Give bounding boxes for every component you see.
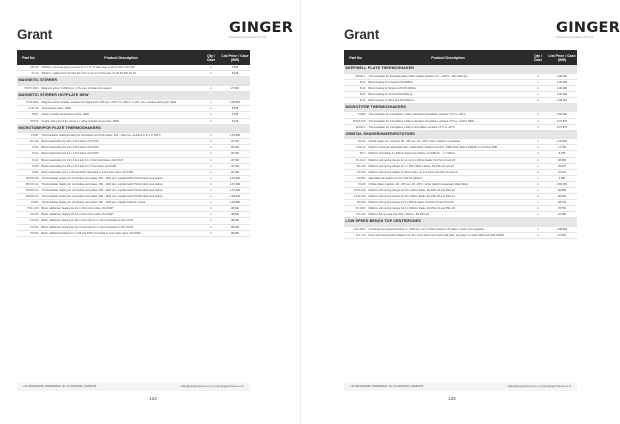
price-cell: 1,97,490 — [220, 181, 250, 187]
section-header-row — [17, 77, 250, 86]
description-cell: Block heat/cooling for 96 x 0.2ml and 12 x 1.5ml tubes, fits PCMT — [40, 163, 202, 169]
part-number-cell: SC24 — [17, 145, 40, 151]
part-number-cell: PN-220 — [344, 163, 367, 169]
description-cell: Temperature probe. NEW — [40, 106, 202, 112]
price-cell: 1,06,660 — [220, 100, 250, 106]
description-cell: Double clamp & rod kit, clamp 1 x stirrer hotplate temp probe. NEW — [40, 118, 202, 124]
description-cell: Platform with spring clamps for 6 x 1000mL flasks, fits PSU-10 and PSU-20 — [367, 206, 529, 212]
qty-cell: 1 — [202, 151, 220, 157]
part-number-cell: PSC96 — [17, 230, 40, 236]
qty-cell: 1 — [202, 100, 220, 106]
qty-cell: 1 — [202, 200, 220, 206]
description-cell: Adjustable bar attachment for PSP-12 platform — [367, 175, 529, 181]
qty-cell: 1 — [202, 65, 220, 71]
description-cell: Platform with spring clamps for up to 10 x 100mL flasks, fits PSU-10 and 20 — [367, 157, 529, 163]
price-cell: 60,950 — [547, 188, 577, 194]
part-number-cell: PS-A20 — [344, 212, 367, 218]
price-cell: 30,760 — [220, 145, 250, 151]
price-cell: 78,760 — [547, 206, 577, 212]
header-price: List Price / Case (INR) — [547, 50, 577, 65]
description-cell: Orbital shaker medium, 30 - 250 rpm, 20 - 60°C. Order platform separately (Max 10kg) — [367, 181, 529, 187]
description-cell: Block heating for 5x4 fold PW-2000 uL — [367, 91, 529, 97]
qty-cell: 1 — [529, 139, 547, 145]
description-cell: Thermoshaker heating for microtubes and plates, 250 - 1400 rpm, supplied without a block — [40, 200, 202, 206]
price-cell: 30,760 — [220, 163, 250, 169]
description-cell: Magnetic stirrer. 0-3000 rpm, to 5L max, includes stir magnet — [40, 85, 202, 91]
qty-cell: 1 — [202, 206, 220, 212]
qty-cell: 1 — [529, 145, 547, 151]
price-cell: 1,00,181 — [547, 79, 577, 85]
price-cell: 2,31,830 — [547, 139, 577, 145]
part-number-cell: PCM-2000 — [17, 100, 40, 106]
price-cell: 1,00,361 — [547, 97, 577, 103]
description-cell: Platform with spring holders for 50ml tubes, up to 8 rows. Fits PSU-10 and 20 — [367, 169, 529, 175]
part-number-cell: RS-24 — [344, 139, 367, 145]
part-number-cell: SC-196 — [17, 139, 40, 145]
section-header-row — [344, 103, 577, 112]
price-table — [344, 50, 577, 239]
qty-cell: 1 — [202, 218, 220, 224]
price-cell: 38,640 — [220, 224, 250, 230]
description-cell: Block heat/cooling for 24 x 0.2ml and 12 x 1.5ml microtubes, fits PCMT — [40, 157, 202, 163]
part-number-cell: B-20 — [344, 85, 367, 91]
description-cell: Platform: universal spring mounts for 4 x 12 ml tube snap to 10mm disc. Fits G60 — [40, 65, 202, 71]
part-number-cell: B-25 — [344, 91, 367, 97]
part-number-cell: PHMP-4 — [344, 73, 367, 79]
description-cell: Clamp & holder temperature probe. NEW — [40, 112, 202, 118]
qty-cell: 1 — [202, 145, 220, 151]
description-cell: Thermoshaker heating for microtubes and plates, 250 - 1400 rpm, supplied with PSC96 block (see below) — [40, 194, 202, 200]
part-number-cell: PP-1000 — [344, 206, 367, 212]
qty-cell: 1 — [529, 79, 547, 85]
footer-email: sales@gingerscience.co.in | www.gingerscience.co.in — [507, 385, 571, 388]
part-number-cell: SC24 — [17, 157, 40, 163]
description-cell: Block, additional, heating for 20 x 0.2ml and 12 x 1.5ml microtubes or 96 x PCR — [40, 224, 202, 230]
price-cell: 1,99,230 — [220, 194, 250, 200]
price-cell: 38,640 — [220, 212, 250, 218]
brand-title: Grant — [344, 27, 380, 42]
qty-cell: 1 — [529, 118, 547, 124]
description-cell: Platform flat non-slip mat, 500 x 400mm, fits PSU-20 — [367, 212, 529, 218]
qty-cell: 1 — [529, 233, 547, 239]
section-title: ORBITAL SHAKER/MIXER/ROTATORS — [344, 130, 577, 139]
part-number-cell: SPK1 — [17, 112, 40, 118]
qty-cell: 1 — [529, 73, 547, 79]
header-part-no: Part No — [344, 50, 367, 65]
price-cell: 1,66,950 — [220, 200, 250, 206]
price-cell: 82,600 — [547, 194, 577, 200]
price-cell: 1,54,980 — [220, 133, 250, 139]
description-cell: Block heating for 4 square PW-2000uL — [367, 79, 529, 85]
part-number-cell: PHMP-100 — [344, 118, 367, 124]
description-cell: Thermoshaker for microplates, holds 2 standard microplates, ambient +5°C to +60°C — [367, 112, 529, 118]
part-number-cell: PPR 5 0000 — [17, 85, 40, 91]
part-number-cell: PSC-24N — [17, 206, 40, 212]
price-cell: 22,780 — [547, 212, 577, 218]
page-number: 125 — [448, 396, 456, 401]
price-cell: 4,560 — [220, 65, 250, 71]
qty-cell: 1 — [529, 200, 547, 206]
description-cell: Thermoshaker heating for microtubes and plates, 250 - 1400 rpm, supplied with PSC24 block (see below) — [40, 188, 202, 194]
section-title: MICROTITRE THERMOSHAKERS — [344, 103, 577, 112]
description-cell: Block heat/cooling for 12 x 1.5ml tubes, fits PCMT — [40, 151, 202, 157]
qty-cell: 1 — [529, 151, 547, 157]
part-number-cell: PMCP2-12 — [17, 181, 40, 187]
catalog-page-right — [300, 0, 620, 424]
contact-footer — [17, 383, 250, 391]
price-cell: 1,97,490 — [220, 188, 250, 194]
price-cell: 8,559 — [220, 106, 250, 112]
price-cell: 17,760 — [547, 145, 577, 151]
price-table — [17, 50, 250, 237]
part-number-cell: PS-B-20S — [344, 188, 367, 194]
part-number-cell: PS-B-20S — [344, 194, 367, 200]
qty-cell: 1 — [202, 157, 220, 163]
table-header-row — [17, 50, 250, 65]
part-number-cell: PCMT — [17, 133, 40, 139]
part-number-cell: AP-500 — [344, 175, 367, 181]
description-cell: Platform with spring clamps for 20 x 125mL flasks, fits PSU-20 and PSU-10 — [367, 188, 529, 194]
description-cell: Thermoshaker for deepwell plates holds 4 plates ambient +5° - +100°C, 250-1400 rpm — [367, 73, 529, 79]
table-row — [17, 230, 250, 236]
description-cell: Magnetic stirrer hotplate. Includes stir digital 100-1,200 rpm, +50°C to +300°C. to 20L max, includes stirring bar. NEW — [40, 100, 202, 106]
brand-title: Grant — [17, 27, 53, 42]
part-number-cell: PMCP2-24 — [17, 188, 40, 194]
price-cell: 38,400 — [220, 230, 250, 236]
part-number-cell: R-1 I-15 — [344, 233, 367, 239]
part-number-cell: PMCP2-96 — [17, 194, 40, 200]
price-cell: 5,020 — [220, 71, 250, 77]
qty-cell: 1 — [529, 194, 547, 200]
qty-cell: 1 — [529, 85, 547, 91]
qty-cell: 1 — [529, 226, 547, 232]
part-number-cell: SC12 — [17, 151, 40, 157]
part-number-cell: SC96 — [17, 169, 40, 175]
qty-cell: 1 — [202, 224, 220, 230]
part-number-cell: PMCP2-96 — [17, 175, 40, 181]
price-cell: 2,98,862 — [547, 226, 577, 232]
price-cell: 1,00,260 — [547, 85, 577, 91]
qty-cell: 1 — [529, 124, 547, 130]
table-header-row — [344, 50, 577, 65]
description-cell: Platform with spring clamps for 2 x 250 / 500mL flasks, fits PSU-20 and 20 — [367, 163, 529, 169]
part-number-cell: PP-4 — [344, 151, 367, 157]
part-number-cell: PCM-SP — [17, 106, 40, 112]
header-qty: Qty / Case — [529, 50, 547, 65]
section-title: MICROTUBE/PCR PLATE THERMOSHAKERS — [17, 124, 250, 133]
catalog-page-left — [0, 0, 300, 424]
part-number-cell: PS-50 — [344, 181, 367, 187]
part-number-cell: PHMT — [17, 200, 40, 206]
table-row — [344, 233, 577, 239]
description-cell: Block heat/cooling for 1 x 96 well PCR microplate or 0.2ml tube strips, fits PCMT — [40, 169, 202, 175]
section-header-row — [344, 218, 577, 227]
price-cell: 30,760 — [220, 169, 250, 175]
ginger-logo — [229, 20, 294, 39]
qty-cell: 1 — [529, 169, 547, 175]
qty-cell: 1 — [529, 91, 547, 97]
footer-email: sales@gingerscience.co.in | www.gingerscience.co.in — [180, 385, 244, 388]
part-number-cell: PSC24 — [17, 212, 40, 218]
qty-cell: 1 — [529, 181, 547, 187]
description-cell: Block heating for flippers 4x5 PW-1000uL — [367, 85, 529, 91]
description-cell: Block, additional heating for 1 x 96 well PCR microplate or 0.2ml tube strips, fits PHMT — [40, 230, 202, 236]
description-cell: Block, additional, heating for 18 x 2.0ml and 12 x 1.5ml microtubes or 96 x PCR — [40, 218, 202, 224]
price-cell: 30,760 — [220, 151, 250, 157]
part-number-cell: PHMP — [344, 112, 367, 118]
description-cell: Platform: replacement 10 tube 16 x 5ml 1 pins 8 x 9 5ml pins. Fit 40-3S P/S NT 10 — [40, 71, 202, 77]
qty-cell: 1 — [202, 175, 220, 181]
section-header-row — [344, 130, 577, 139]
description-cell: Block heat/cooling for 96 x 0.2ml tubes, fits PCMT — [40, 139, 202, 145]
qty-cell: 1 — [202, 71, 220, 77]
footer-phone: +91 9810025298 | 9599808692 +91 11-26265036 | 26265236 — [23, 385, 97, 388]
header-description: Product Description — [367, 50, 529, 65]
price-cell: 2,990 — [547, 175, 577, 181]
description-cell: Platform universal: adjustable bars, holds flasks, beakers 2x4 5mL, PSB-20HS 100mL PSB-80, 2 x 8 12mL PSB — [367, 145, 529, 151]
description-cell: Platform for holding 4 x 250mL Erlenmeyer flasks, 4 x PSB-20 ... 1 x 500mL — [367, 151, 529, 157]
logo-wordmark: GINGER — [229, 20, 294, 36]
page-number: 124 — [149, 396, 157, 401]
ginger-logo — [556, 20, 620, 39]
part-number-cell: B-24 — [344, 79, 367, 85]
header-qty: Qty / Case — [202, 50, 220, 65]
logo-wordmark: GINGER — [556, 20, 620, 36]
part-number-cell: DPK10 — [17, 118, 40, 124]
price-cell: 1,86,990 — [547, 73, 577, 79]
price-cell: 6,795 — [547, 151, 577, 157]
part-number-cell: SC96 — [17, 163, 40, 169]
section-title: MAGNETIC STIRRER — [17, 77, 250, 86]
part-number-cell: PSC18 — [17, 218, 40, 224]
price-cell: 1,00,260 — [547, 91, 577, 97]
price-cell: 2,07,970 — [547, 124, 577, 130]
part-number-cell: PS-1120 — [344, 157, 367, 163]
price-cell: 3,83,150 — [547, 181, 577, 187]
qty-cell: 1 — [202, 194, 220, 200]
header-price: List Price / Case (INR) — [220, 50, 250, 65]
qty-cell: 1 — [529, 163, 547, 169]
qty-cell: 1 — [202, 169, 220, 175]
part-number-cell: PSP-12 — [344, 145, 367, 151]
section-header-row — [344, 65, 577, 73]
section-title: DEEPWELL PLATE THERMOSHAKER — [344, 65, 577, 73]
price-cell: 25,370 — [547, 163, 577, 169]
qty-cell: 1 — [202, 118, 220, 124]
price-cell: 2,52,600 — [547, 112, 577, 118]
description-cell: Thermoshaker heating for microtubes and plates, 250 - 1400 rpm, supplied with PSC24 block (see below) — [40, 175, 202, 181]
logo-tagline: Engineering Solutions Pvt Ltd — [229, 36, 266, 39]
footer-phone: +91 9810025298 | 9599808692 +91 11-26265036 | 26265236 — [350, 385, 424, 388]
part-number-cell: LMC-3000 — [344, 226, 367, 232]
qty-cell: 1 — [202, 139, 220, 145]
contact-footer — [344, 383, 577, 391]
price-cell: 2,07,970 — [547, 118, 577, 124]
description-cell: Platform with spring clamps for 9 x 500mL flasks, fits PSU-10 and PSU-20 — [367, 200, 529, 206]
price-cell: 38,640 — [220, 218, 250, 224]
part-number-cell: B-26 — [344, 97, 367, 103]
part-number-cell: PP-500 — [344, 200, 367, 206]
price-cell: 68,720 — [547, 200, 577, 206]
price-cell: 16,362 — [547, 233, 577, 239]
qty-cell: 1 — [202, 112, 220, 118]
section-title: LOW SPEED BENCH TOP CENTRIFUGES — [344, 218, 577, 227]
section-header-row — [17, 124, 250, 133]
qty-cell: 1 — [529, 206, 547, 212]
part-number-cell: P2-10 — [17, 71, 40, 77]
price-cell: 5,020 — [220, 112, 250, 118]
description-cell: Thermoshaker heating/cooling for microtubes and PCR plates, 250 - 1400 rpm, ambient to 4°C to 100°C — [40, 133, 202, 139]
price-cell: 28,360 — [547, 157, 577, 163]
description-cell: Rotor with swing-bucket adaptors for 12 x 15mL tubes and round well plate, see page 4 in LMC-3000 and LMC-3000R — [367, 233, 529, 239]
part-number-cell: PS-500 — [344, 169, 367, 175]
section-header-row — [17, 91, 250, 100]
qty-cell: 1 — [202, 133, 220, 139]
description-cell: Thermoshaker for microplates, holds 2 standard microplates, ambient +5°C to +100°C NEW — [367, 118, 529, 124]
qty-cell: 1 — [202, 106, 220, 112]
price-cell: 30,760 — [220, 139, 250, 145]
qty-cell: 1 — [529, 212, 547, 218]
price-cell: 27,592 — [220, 85, 250, 91]
part-number-cell: PHMP-4 — [344, 124, 367, 130]
qty-cell: 1 — [202, 230, 220, 236]
qty-cell: 1 — [529, 157, 547, 163]
price-cell: 18,710 — [547, 169, 577, 175]
price-cell: 30,760 — [220, 157, 250, 163]
qty-cell: 1 — [202, 212, 220, 218]
description-cell: Platform with spring clamps for 20 x 250mL flasks, fits PSU-20 and PSU-10 — [367, 194, 529, 200]
qty-cell: 1 — [202, 163, 220, 169]
price-cell: 1,97,490 — [220, 175, 250, 181]
description-cell: Block heating for 96x4 fold PW-2000 uL — [367, 97, 529, 103]
description-cell: Centrifuge low speed benchtop, 0 - 3000 rpm, 12 x 2 50ml tubes/4 x 15 plates, 3 slots rotor capability — [367, 226, 529, 232]
description-cell: Orbital shaker for microtiter, 80 - 250 rpm, 24 - 40°C. Orbit 4 platform separately — [367, 139, 529, 145]
qty-cell: 1 — [202, 181, 220, 187]
logo-tagline: Engineering Solutions Pvt Ltd — [556, 36, 593, 39]
qty-cell: 1 — [202, 85, 220, 91]
section-title: MAGNETIC STIRRER HOTPLATE NEW — [17, 91, 250, 100]
qty-cell: 1 — [202, 188, 220, 194]
qty-cell: 1 — [529, 112, 547, 118]
header-description: Product Description — [40, 50, 202, 65]
price-cell: 5,220 — [220, 118, 250, 124]
description-cell: Block, additional, heating for 24 x 0.5ml micro tubes, fits PHMT — [40, 212, 202, 218]
price-cell: 38,640 — [220, 206, 250, 212]
part-number-cell: PSC24 — [17, 224, 40, 230]
qty-cell: 1 — [529, 175, 547, 181]
part-number-cell: PB-NS — [17, 65, 40, 71]
header-part-no: Part No — [17, 50, 40, 65]
description-cell: Block, additional, heating for 24 x 1.5ml micro tubes, fits PHMT — [40, 206, 202, 212]
qty-cell: 1 — [529, 97, 547, 103]
qty-cell: 1 — [529, 188, 547, 194]
description-cell: Thermoshaker for microplates, holds 4 microplates, ambient +5°C to +60°C — [367, 124, 529, 130]
description-cell: Block heat/cooling for 24 x 0.5ml tubes, fits PCMT — [40, 145, 202, 151]
description-cell: Thermoshaker heating for microtubes and plates, 250 - 1400 rpm, supplied with PSC12 block (see below) — [40, 181, 202, 187]
